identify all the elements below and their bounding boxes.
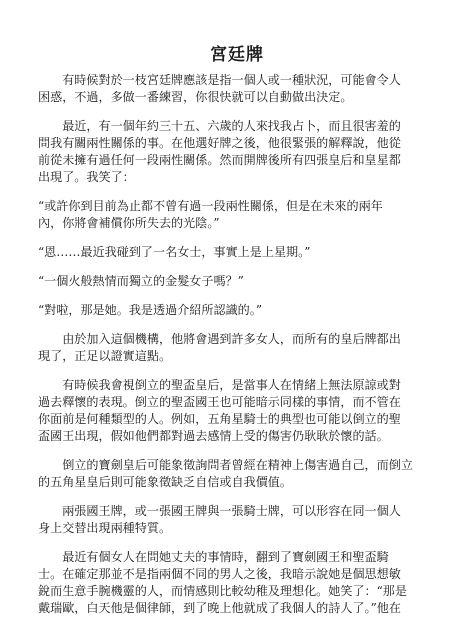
body-paragraph [38,549,442,617]
text-line: “對啦，那是她。我是透過介紹所認識的。” [38,303,263,317]
text-line: 內，你將會補償你所失去的光陰。” [38,216,220,230]
text-line: 你面前是何種類型的人。例如，五角星騎士的典型也可能以倒立的聖 [38,412,401,426]
text-line: “恩……最近我碰到了一名女士，事實上是上星期。” [38,245,311,259]
document-body [38,72,442,629]
text-line: 前從未擁有過任何一段兩性關係。然而開牌後所有四張皇后和皇星都 [38,153,401,167]
page-title: 宮廷牌 [210,45,264,65]
body-paragraph [38,331,442,365]
body-paragraph [38,457,442,491]
text-line: 出現了。我笑了： [38,170,135,184]
body-paragraph [38,377,442,445]
text-line: “一個火般熱情而獨立的金髮女子嗎？” [38,274,244,288]
text-line: 有時候對於一枝宮廷牌應該是指一個人或一種狀況，可能會令人 [62,73,401,87]
text-line: 最近，有一個年約三十五、六歲的人來找我占卜，而且很害羞的 [62,119,401,133]
text-line: 銳而生意手腕機靈的人，而情感則比較幼稚及理想化。她笑了：“那是 [38,584,407,598]
text-line: 現了，正足以證實這點。 [38,349,172,363]
text-line: “或許你到目前為止都不曾有過一段兩性關係，但是在未來的兩年 [38,199,383,213]
text-line: 倒立的寶劍皇后可能象徵詢問者曾經在精神上傷害過自己，而倒立 [62,458,413,472]
dialogue-paragraph [38,302,442,319]
text-line: 問我有關兩性關係的事。在他選好牌之後，他很緊張的解釋說，他從 [38,136,401,150]
text-line: 身上交替出現兩種特質。 [38,521,172,535]
dialogue-paragraph [38,273,442,290]
text-line: 困惑，不過，多做一番練習，你很快就可以自動做出決定。 [38,90,353,104]
text-line: 戴瑞歐，白天他是個律師，到了晚上他就成了我個人的詩人了。”他在 [38,601,401,615]
text-line: 過去釋懷的表現。倒立的聖盃國王也可能暗示同樣的事情，而不管在 [38,395,401,409]
dialogue-paragraph [38,198,442,232]
text-line: 盃國王出現，假如他們都對過去感情上受的傷害仍耿耿於懷的話。 [38,429,389,443]
text-line: 最近有個女人在問她丈夫的事情時，翻到了寶劍國王和聖盃騎 [62,550,389,564]
text-line: 由於加入這個機構，他將會遇到許多女人，而所有的皇后牌都出 [62,332,401,346]
body-paragraph [38,503,442,537]
dialogue-paragraph [38,244,442,261]
body-paragraph [38,72,442,106]
text-line: 兩張國王牌，或一張國王牌與一張騎士牌，可以形容在同一個人 [62,504,401,518]
text-line: 有時候我會視倒立的聖盃皇后，是當事人在情緒上無法原諒或對 [62,378,401,392]
body-paragraph [38,118,442,186]
text-line: 的五角星皇后則可能象徵缺乏自信或自我價值。 [38,475,292,489]
text-line: 士。在確定那並不是指兩個不同的男人之後，我暗示說她是個思想敏 [38,567,401,581]
